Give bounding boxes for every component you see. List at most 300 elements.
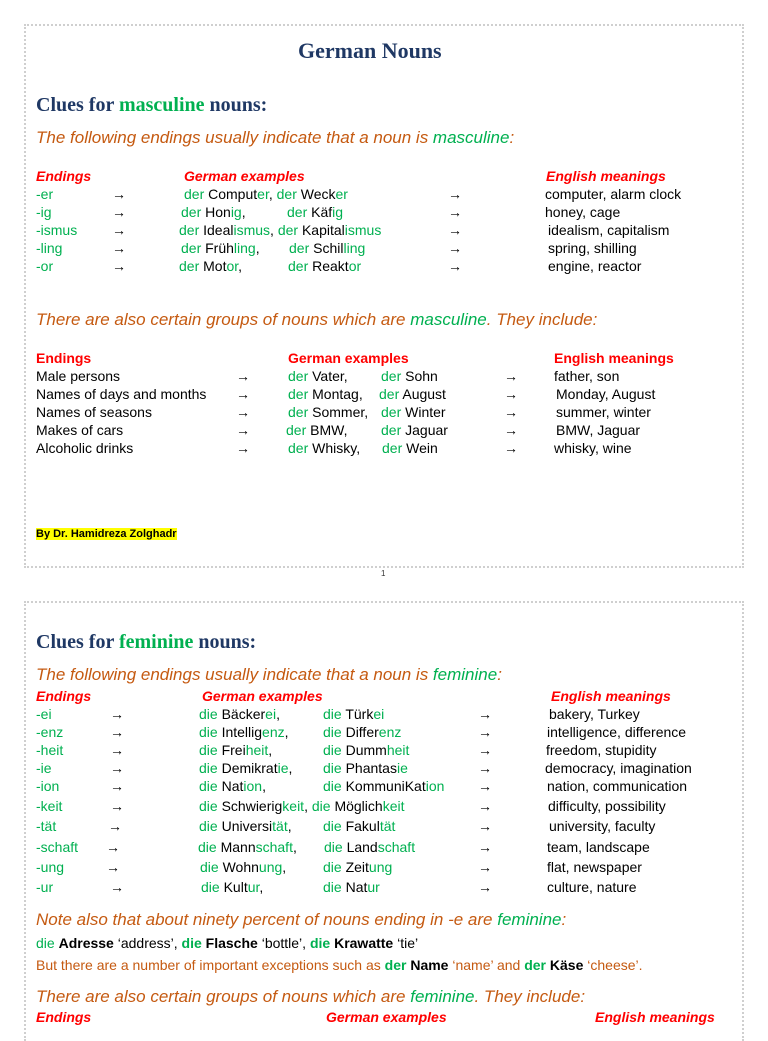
english-meaning: university, faculty [549, 818, 656, 834]
word-segment: Frei [221, 742, 246, 758]
german-example [199, 706, 280, 722]
highlight-segment: ie [277, 760, 289, 776]
row-ending: -ur [36, 879, 54, 895]
exception-segment: der [384, 957, 411, 973]
highlight-segment: ur [247, 879, 260, 895]
arrow-icon: → [504, 368, 518, 384]
english-meaning: Monday, August [556, 386, 656, 402]
heading-keyword: feminine [118, 631, 194, 653]
highlight-segment: die [323, 859, 346, 875]
english-meaning: summer, winter [556, 404, 651, 420]
arrow-icon: → [478, 706, 492, 722]
author-credit: By Dr. Hamidreza Zolghadr [36, 528, 177, 540]
highlight-segment: die [323, 778, 346, 794]
group-name: Alcoholic drinks [36, 440, 134, 456]
word-segment: , [304, 798, 312, 814]
arrow-icon: → [110, 724, 124, 740]
highlight-segment: ie [396, 760, 408, 776]
german-example [323, 879, 380, 895]
col-header-endings: Endings [36, 688, 92, 704]
exception-segment: ‘name’ and [448, 957, 525, 973]
word-segment: Türk [345, 706, 374, 722]
highlight-segment: der [288, 368, 313, 384]
english-meaning: whisky, wine [554, 440, 632, 456]
highlight-segment: ig [332, 204, 344, 220]
highlight-segment: ion [425, 778, 445, 794]
masculine-heading [36, 94, 267, 117]
highlight-segment: der [181, 240, 206, 256]
row-ending: -ie [36, 760, 52, 776]
note-example-segment: Adresse [58, 935, 114, 951]
row-ending: -ig [36, 204, 52, 220]
german-example [288, 440, 360, 456]
highlight-segment: der [288, 258, 313, 274]
heading-text: Clues for [36, 631, 119, 653]
note-keyword: feminine [497, 910, 562, 929]
word-segment: Kapital [301, 222, 345, 238]
arrow-icon: → [236, 404, 250, 420]
word-segment: Kult [223, 879, 248, 895]
highlight-segment: der [287, 204, 312, 220]
word-segment: Jaguar [405, 422, 448, 438]
english-meaning: father, son [554, 368, 620, 384]
german-example [286, 422, 347, 438]
arrow-icon: → [448, 258, 462, 274]
word-segment: Nat [221, 778, 244, 794]
heading-text: nouns: [204, 94, 268, 116]
word-segment: Hon [205, 204, 231, 220]
arrow-icon: → [236, 422, 250, 438]
page-title: German Nouns [298, 38, 442, 63]
word-segment: Comput [208, 186, 258, 202]
groups-header-english: English meanings [554, 350, 674, 366]
groups-header-german: German examples [326, 1009, 447, 1025]
arrow-icon: → [504, 404, 518, 420]
intro-keyword: masculine [410, 310, 487, 329]
highlight-segment: der [181, 204, 206, 220]
note-example-segment: die [181, 935, 206, 951]
highlight-segment: keit [382, 798, 405, 814]
arrow-icon: → [478, 742, 492, 758]
arrow-icon: → [504, 440, 518, 456]
row-ending: -ling [36, 240, 63, 256]
highlight-segment: der [381, 368, 406, 384]
word-segment: Fakul [345, 818, 380, 834]
highlight-segment: tät [379, 818, 396, 834]
row-ending: -ung [36, 859, 65, 875]
word-segment: Land [346, 839, 378, 855]
note-examples [36, 935, 418, 951]
row-ending: -enz [36, 724, 64, 740]
intro-keyword: masculine [432, 128, 510, 147]
row-ending: -tät [36, 818, 57, 834]
intro-text: . They include: [486, 310, 598, 329]
highlight-segment: er [335, 186, 348, 202]
exception-segment: der [524, 957, 550, 973]
german-example [199, 798, 404, 814]
intro-text: : [509, 128, 515, 147]
highlight-segment: die [199, 742, 222, 758]
german-example [381, 368, 438, 384]
groups-header-endings: Endings [36, 350, 92, 366]
highlight-segment: der [286, 422, 311, 438]
german-example [288, 404, 368, 420]
word-segment: Sohn [405, 368, 438, 384]
german-example [199, 724, 289, 740]
groups-header-english: English meanings [595, 1009, 715, 1025]
word-segment: , [287, 818, 292, 834]
highlight-segment: die [199, 724, 222, 740]
masculine-intro [36, 128, 514, 148]
arrow-icon: → [110, 760, 124, 776]
arrow-icon: → [504, 386, 518, 402]
highlight-segment: die [199, 778, 222, 794]
word-segment: Weck [300, 186, 336, 202]
german-example [381, 404, 446, 420]
arrow-icon: → [478, 724, 492, 740]
highlight-segment: enz [378, 724, 402, 740]
highlight-segment: ion [243, 778, 263, 794]
arrow-icon: → [478, 859, 492, 875]
arrow-icon: → [478, 839, 492, 855]
note-ending: -e [448, 910, 464, 929]
note-example-segment: ‘address’, [113, 935, 182, 951]
highlight-segment: die [200, 859, 223, 875]
note-example-segment: Krawatte [334, 935, 394, 951]
word-segment: Whisky, [312, 440, 361, 456]
word-segment: Vater, [312, 368, 348, 384]
note-example-segment: ‘bottle’, [257, 935, 310, 951]
word-segment: Wein [406, 440, 438, 456]
german-example [199, 778, 266, 794]
note-text: : [561, 910, 567, 929]
german-example [287, 204, 343, 220]
word-segment: , [241, 204, 246, 220]
word-segment: , [270, 222, 278, 238]
col-header-endings: Endings [36, 168, 92, 184]
arrow-icon: → [106, 859, 120, 875]
page-number: 1 [381, 569, 386, 578]
highlight-segment: ur [367, 879, 380, 895]
highlight-segment: die [323, 879, 346, 895]
word-segment: Intellig [221, 724, 263, 740]
highlight-segment: der [289, 240, 314, 256]
arrow-icon: → [110, 798, 124, 814]
highlight-segment: der [288, 440, 313, 456]
english-meaning: freedom, stupidity [546, 742, 657, 758]
highlight-segment: ismus [233, 222, 271, 238]
german-example [289, 240, 365, 256]
highlight-segment: die [199, 706, 222, 722]
intro-text: There are also certain groups of nouns which are [36, 310, 411, 329]
german-example [181, 204, 246, 220]
highlight-segment: die [311, 798, 335, 814]
german-example [323, 778, 444, 794]
note-text: are [463, 910, 498, 929]
feminine-heading [36, 631, 256, 654]
german-example [179, 258, 242, 274]
row-ending: -or [36, 258, 54, 274]
highlight-segment: der [381, 404, 406, 420]
word-segment: Universi [221, 818, 273, 834]
note-example-segment: die [36, 935, 59, 951]
highlight-segment: er [257, 186, 269, 202]
word-segment: , [238, 258, 243, 274]
highlight-segment: ling [233, 240, 256, 256]
document-page-2 [24, 601, 744, 1041]
word-segment: Demikrat [221, 760, 278, 776]
exception-segment: Name [410, 957, 449, 973]
note-example-segment: Flasche [205, 935, 258, 951]
intro-text: . They include: [474, 987, 586, 1006]
word-segment: Käf [311, 204, 333, 220]
german-example [323, 859, 392, 875]
word-segment: , [284, 724, 289, 740]
highlight-segment: ismus [344, 222, 382, 238]
english-meaning: difficulty, possibility [548, 798, 666, 814]
german-example [199, 818, 292, 834]
group-name: Names of days and months [36, 386, 207, 402]
english-meaning: culture, nature [547, 879, 637, 895]
german-example [201, 879, 263, 895]
german-example [199, 742, 272, 758]
intro-text: The following endings usually indicate that a noun is [36, 665, 433, 684]
feminine-groups-intro [36, 987, 585, 1007]
english-meaning: BMW, Jaguar [556, 422, 641, 438]
intro-text: : [497, 665, 502, 684]
arrow-icon: → [112, 186, 126, 202]
intro-keyword: feminine [432, 665, 498, 684]
arrow-icon: → [448, 204, 462, 220]
intro-text: There are also certain groups of nouns which are [36, 987, 411, 1006]
german-example [288, 258, 361, 274]
arrow-icon: → [236, 440, 250, 456]
german-example [379, 386, 446, 402]
word-segment: Bäcker [221, 706, 266, 722]
note-example-segment: die [309, 935, 335, 951]
exception-segment: ‘cheese’. [583, 957, 643, 973]
word-segment: Zeit [345, 859, 369, 875]
highlight-segment: ig [230, 204, 242, 220]
word-segment: Nat [345, 879, 368, 895]
arrow-icon: → [108, 818, 122, 834]
english-meaning: intelligence, difference [547, 724, 687, 740]
group-name: Names of seasons [36, 404, 152, 420]
german-example [382, 440, 438, 456]
arrow-icon: → [110, 706, 124, 722]
highlight-segment: die [323, 818, 346, 834]
highlight-segment: die [198, 839, 221, 855]
arrow-icon: → [236, 386, 250, 402]
german-example [323, 742, 409, 758]
arrow-icon: → [112, 222, 126, 238]
english-meaning: bakery, Turkey [549, 706, 640, 722]
groups-header-german: German examples [288, 350, 409, 366]
word-segment: Wohn [222, 859, 259, 875]
english-meaning: spring, shilling [548, 240, 637, 256]
english-meaning: idealism, capitalism [548, 222, 670, 238]
arrow-icon: → [236, 368, 250, 384]
exception-segment: Käse [549, 957, 584, 973]
german-example [200, 859, 286, 875]
highlight-segment: der [379, 386, 403, 402]
groups-header-endings: Endings [36, 1009, 92, 1025]
word-segment: Phantas [345, 760, 397, 776]
highlight-segment: die [199, 798, 222, 814]
word-segment: , [276, 706, 280, 722]
german-example [323, 706, 384, 722]
arrow-icon: → [112, 240, 126, 256]
highlight-segment: heit [386, 742, 410, 758]
word-segment: Differ [345, 724, 379, 740]
intro-text: The following endings usually indicate that a noun is [36, 128, 433, 147]
highlight-segment: schaft [255, 839, 293, 855]
group-name: Male persons [36, 368, 121, 384]
heading-text: nouns: [193, 631, 257, 653]
row-ending: -er [36, 186, 54, 202]
highlight-segment: die [323, 742, 346, 758]
group-name: Makes of cars [36, 422, 124, 438]
english-meaning: nation, communication [547, 778, 688, 794]
highlight-segment: der [179, 222, 204, 238]
german-example [381, 422, 448, 438]
highlight-segment: or [226, 258, 239, 274]
row-ending: -ei [36, 706, 52, 722]
highlight-segment: schaft [377, 839, 416, 855]
highlight-segment: keit [282, 798, 305, 814]
arrow-icon: → [478, 778, 492, 794]
word-segment: Schil [313, 240, 344, 256]
word-segment: , [255, 240, 260, 256]
highlight-segment: or [348, 258, 362, 274]
arrow-icon: → [110, 778, 124, 794]
word-segment: , [262, 778, 266, 794]
document-page-1 [24, 24, 744, 568]
word-segment: Winter [405, 404, 446, 420]
word-segment: , [282, 859, 287, 875]
german-example [198, 839, 297, 855]
word-segment: BMW, [310, 422, 348, 438]
highlight-segment: die [324, 839, 347, 855]
word-segment: Möglich [334, 798, 383, 814]
arrow-icon: → [478, 760, 492, 776]
english-meaning: democracy, imagination [545, 760, 692, 776]
arrow-icon: → [504, 422, 518, 438]
german-example [184, 186, 348, 202]
german-example [199, 760, 292, 776]
arrow-icon: → [478, 879, 492, 895]
arrow-icon: → [478, 818, 492, 834]
highlight-segment: die [199, 760, 222, 776]
row-ending: -ismus [36, 222, 78, 238]
highlight-segment: der [381, 422, 406, 438]
arrow-icon: → [448, 186, 462, 202]
arrow-icon: → [106, 839, 120, 855]
arrow-icon: → [112, 258, 126, 274]
english-meaning: flat, newspaper [547, 859, 642, 875]
heading-keyword: masculine [118, 94, 205, 116]
word-segment: Montag, [312, 386, 363, 402]
german-example [181, 240, 260, 256]
row-ending: -ion [36, 778, 60, 794]
word-segment: , [268, 186, 277, 202]
arrow-icon: → [478, 798, 492, 814]
highlight-segment: heit [245, 742, 269, 758]
exceptions-line [36, 957, 643, 973]
arrow-icon: → [112, 204, 126, 220]
exception-segment: But there are a number of important exceptions such as [36, 957, 385, 973]
row-ending: -keit [36, 798, 63, 814]
word-segment: Reakt [312, 258, 349, 274]
word-segment: , [268, 742, 273, 758]
english-meaning: honey, cage [545, 204, 621, 220]
word-segment: Dumm [345, 742, 387, 758]
highlight-segment: ei [373, 706, 385, 722]
word-segment: KommuniKat [345, 778, 426, 794]
col-header-english: English meanings [546, 168, 666, 184]
highlight-segment: tät [272, 818, 288, 834]
highlight-segment: der [179, 258, 204, 274]
arrow-icon: → [448, 222, 462, 238]
arrow-icon: → [448, 240, 462, 256]
german-example [288, 368, 348, 384]
ninety-percent-note [36, 910, 566, 930]
highlight-segment: der [382, 440, 407, 456]
word-segment: Früh [205, 240, 234, 256]
note-example-segment: ‘tie’ [393, 935, 419, 951]
word-segment: Mann [220, 839, 256, 855]
highlight-segment: ling [343, 240, 366, 256]
german-example [323, 818, 395, 834]
heading-text: Clues for [36, 94, 119, 116]
english-meaning: engine, reactor [548, 258, 642, 274]
highlight-segment: der [184, 186, 209, 202]
english-meaning: computer, alarm clock [545, 186, 682, 202]
german-example [323, 724, 401, 740]
word-segment: , [292, 839, 297, 855]
col-header-english: English meanings [551, 688, 671, 704]
highlight-segment: enz [262, 724, 285, 740]
masculine-groups-intro [36, 310, 597, 330]
highlight-segment: der [276, 186, 301, 202]
german-example [323, 760, 408, 776]
highlight-segment: der [288, 386, 313, 402]
highlight-segment: ung [368, 859, 393, 875]
highlight-segment: die [323, 724, 346, 740]
col-header-german: German examples [202, 688, 323, 704]
word-segment: August [402, 386, 446, 402]
word-segment: , [288, 760, 293, 776]
highlight-segment: der [288, 404, 313, 420]
note-text: Note also that about ninety percent of nouns ending in [36, 910, 449, 929]
col-header-german: German examples [184, 168, 305, 184]
word-segment: Sommer, [312, 404, 369, 420]
row-ending: -schaft [36, 839, 79, 855]
arrow-icon: → [110, 742, 124, 758]
german-example [179, 222, 381, 238]
word-segment: Mot [203, 258, 227, 274]
german-example [288, 386, 363, 402]
highlight-segment: ung [258, 859, 283, 875]
highlight-segment: ei [265, 706, 277, 722]
highlight-segment: der [277, 222, 302, 238]
highlight-segment: die [323, 760, 346, 776]
word-segment: Ideal [203, 222, 234, 238]
highlight-segment: die [323, 706, 346, 722]
word-segment: Schwierig [221, 798, 283, 814]
feminine-intro [36, 665, 502, 685]
arrow-icon: → [110, 879, 124, 895]
